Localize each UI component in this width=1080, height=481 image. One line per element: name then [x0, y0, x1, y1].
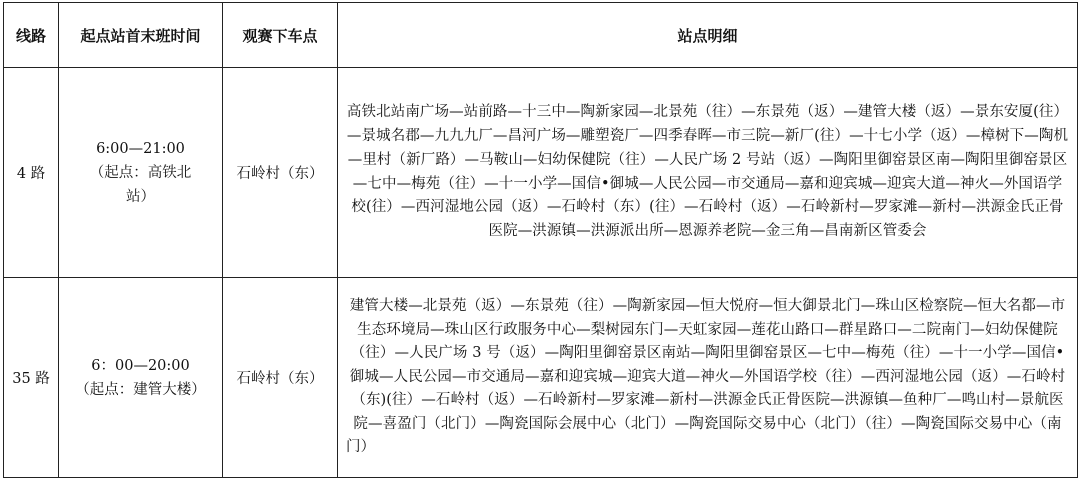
- origin-line1: （起点：建管大楼）: [75, 381, 206, 398]
- route-times-cell: [59, 278, 223, 478]
- header-stop: 观赛下车点: [223, 3, 338, 68]
- route-stop-cell: 石岭村（东）: [223, 68, 338, 278]
- header-line: 线路: [4, 3, 59, 68]
- route-details-cell: 建管大楼—北景苑（返）—东景苑（往）—陶新家园—恒大悦府—恒大御景北门—珠山区检察院—恒大名都—市生态环境局—珠山区行政服务中心—梨树园东门—天虹家园—莲花山路口—群星路口—二院南门—妇幼保健院（往）—人民广场 3 号（返）—陶阳里御窑景区南站—陶阳里御窑景区—七中—梅苑（往）—十一小学—国信•御城—人民公园—市交通局—嘉和迎宾城—迎宾大道—神火—外国语学校（往）—西河湿地公园（返）—石岭村（东)(往）—石岭村（返）—石岭新村—罗家滩—新村—洪源金氏正骨医院—洪源镇—鱼种厂—鸣山村—景航医院—喜盈门（北门）—陶瓷国际会展中心（北门）—陶瓷国际交易中心（北门）（往）—陶瓷国际交易中心（南门）: [338, 278, 1078, 478]
- header-details: 站点明细: [338, 3, 1078, 68]
- header-times: 起点站首末班时间: [59, 3, 223, 68]
- time-range: 6:00—21:00: [96, 140, 185, 157]
- route-line-cell: 35 路: [4, 278, 59, 478]
- route-stop-cell: 石岭村（东）: [223, 278, 338, 478]
- route-times-cell: [59, 68, 223, 278]
- origin-line1: （起点：高铁北: [89, 164, 192, 181]
- table-row: [4, 68, 1078, 278]
- origin-line2: 站）: [126, 188, 155, 205]
- bus-route-table: [3, 2, 1078, 478]
- header-row: [4, 3, 1078, 68]
- time-range: 6：00—20:00: [91, 357, 190, 374]
- route-line-cell: 4 路: [4, 68, 59, 278]
- route-details-cell: 高铁北站南广场—站前路—十三中—陶新家园—北景苑（往）—东景苑（返）—建管大楼（返）—景东安厦(往）—景城名郡—九九九厂—昌河广场—雕塑瓷厂—四季春晖—市三院—新厂(往）—十七小学（返）—樟树下—陶机—里村（新厂路）—马鞍山—妇幼保健院（往）—人民广场 2 号站（返）—陶阳里御窑景区南—陶阳里御窑景区—七中—梅苑（往）—十一小学—国信•御城—人民公园—市交通局—嘉和迎宾城—迎宾大道—神火—外国语学校(往）—西河湿地公园（返）—石岭村（东）(往）—石岭村（返）—石岭新村—罗家滩—新村—洪源金氏正骨医院—洪源镇—洪源派出所—恩源养老院—金三角—昌南新区管委会: [338, 68, 1078, 278]
- table-row: [4, 278, 1078, 478]
